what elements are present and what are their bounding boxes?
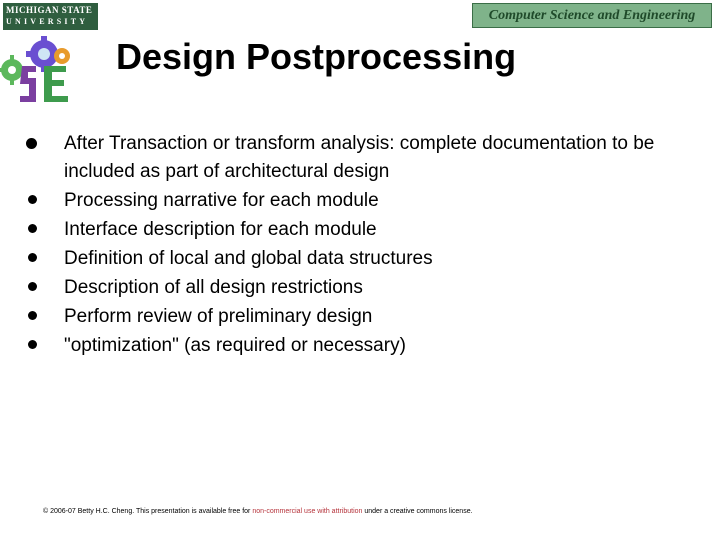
bullet-dot-icon <box>28 311 37 320</box>
bullet-list <box>24 130 704 360</box>
bullet-item <box>24 331 704 360</box>
bullet-dot-icon <box>28 282 37 291</box>
e-letter-icon <box>44 66 68 102</box>
bullet-text: Processing narrative for each module <box>64 190 379 211</box>
license-link[interactable]: non-commercial use with attribution <box>252 508 363 515</box>
bullet-item <box>24 215 704 244</box>
bullet-text: Interface description for each module <box>64 219 377 240</box>
bullet-dot-icon <box>28 195 37 204</box>
bullet-dot-icon <box>28 340 37 349</box>
bullet-item <box>24 130 704 186</box>
cse-banner: Computer Science and Engineering <box>472 3 712 28</box>
msu-logo-line1: MICHIGAN STATE <box>6 5 93 15</box>
bullet-text: After Transaction or transform analysis: complete documentation to be included as part of architectural design <box>64 133 655 182</box>
msu-logo <box>3 3 98 30</box>
bullet-item <box>24 186 704 215</box>
bullet-text: "optimization" (as required or necessary) <box>64 335 406 356</box>
bullet-dot-icon <box>28 224 37 233</box>
bullet-text: Description of all design restrictions <box>64 277 363 298</box>
software-engineering-gears-logo-icon <box>0 36 80 108</box>
bullet-dot-icon <box>26 138 37 149</box>
bullet-text: Definition of local and global data structures <box>64 248 433 269</box>
copyright-footer <box>43 508 473 515</box>
s-letter-icon <box>20 66 36 102</box>
slide-title: Design Postprocessing <box>116 36 517 77</box>
bullet-item <box>24 273 704 302</box>
msu-logo-line2: UNIVERSITY <box>6 17 89 26</box>
orange-gear-icon <box>54 48 70 64</box>
bullet-text: Perform review of preliminary design <box>64 306 373 327</box>
footer-suffix: under a creative commons license. <box>362 508 473 515</box>
bullet-dot-icon <box>28 253 37 262</box>
bullet-item <box>24 302 704 331</box>
bullet-item <box>24 244 704 273</box>
footer-prefix: © 2006-07 Betty H.C. Cheng. This presentation is available free for <box>43 508 253 515</box>
